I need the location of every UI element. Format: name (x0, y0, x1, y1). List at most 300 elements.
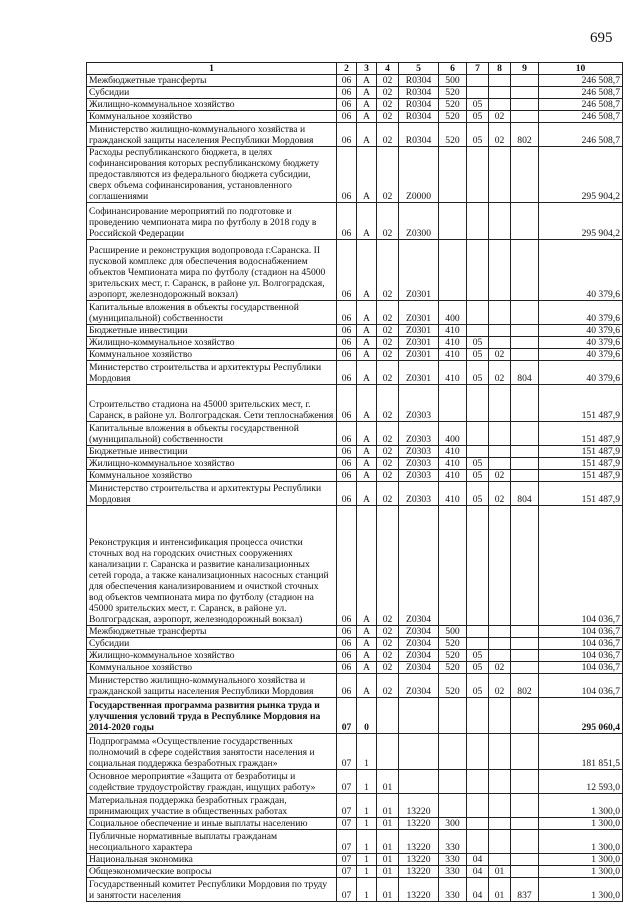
header-cell: 2 (337, 63, 357, 75)
code-cell: 02 (489, 470, 511, 482)
header-cell: 4 (377, 63, 399, 75)
code-cell: Z0301 (399, 349, 439, 361)
amount-cell: 151 487,9 (539, 482, 623, 506)
code-cell: 05 (467, 337, 489, 349)
code-cell: 05 (467, 470, 489, 482)
code-cell: 520 (439, 99, 467, 111)
code-cell: 410 (439, 325, 467, 337)
code-cell (467, 147, 489, 203)
header-cell: 8 (489, 63, 511, 75)
code-cell (467, 794, 489, 818)
code-cell: 02 (377, 506, 399, 626)
code-cell: 02 (489, 123, 511, 147)
row-name-cell: Материальная поддержка безработных граждан, принимающих участие в общественных работах (87, 794, 337, 818)
code-cell: 04 (467, 878, 489, 902)
code-cell: 06 (337, 361, 357, 385)
code-cell: 400 (439, 422, 467, 446)
code-cell: A (357, 482, 377, 506)
code-cell: Z0304 (399, 506, 439, 626)
code-cell: 07 (337, 854, 357, 866)
code-cell: 06 (337, 638, 357, 650)
table-row (87, 698, 623, 734)
code-cell: Z0304 (399, 650, 439, 662)
code-cell: 01 (377, 770, 399, 794)
amount-cell: 151 487,9 (539, 458, 623, 470)
table-row (87, 866, 623, 878)
code-cell: 13220 (399, 854, 439, 866)
page-number: 695 (590, 30, 613, 46)
code-cell (399, 698, 439, 734)
code-cell: 13220 (399, 818, 439, 830)
code-cell: 330 (439, 878, 467, 902)
code-cell: 02 (377, 240, 399, 301)
code-cell: 520 (439, 662, 467, 674)
code-cell: 520 (439, 674, 467, 698)
code-cell (511, 337, 539, 349)
code-cell: 300 (439, 818, 467, 830)
code-cell: A (357, 422, 377, 446)
code-cell: 01 (377, 794, 399, 818)
code-cell: 410 (439, 458, 467, 470)
amount-cell: 181 851,5 (539, 734, 623, 770)
code-cell: Z0303 (399, 385, 439, 422)
code-cell: 02 (377, 325, 399, 337)
table-row (87, 240, 623, 301)
table-row (87, 674, 623, 698)
code-cell (467, 770, 489, 794)
code-cell: R0304 (399, 111, 439, 123)
code-cell: 01 (377, 818, 399, 830)
amount-cell: 40 379,6 (539, 349, 623, 361)
code-cell: 07 (337, 794, 357, 818)
code-cell: 06 (337, 470, 357, 482)
code-cell: A (357, 325, 377, 337)
code-cell (511, 818, 539, 830)
row-name-cell: Жилищно-коммунальное хозяйство (87, 458, 337, 470)
row-name-cell: Национальная экономика (87, 854, 337, 866)
code-cell: 07 (337, 698, 357, 734)
amount-cell: 246 508,7 (539, 99, 623, 111)
code-cell (467, 506, 489, 626)
code-cell (489, 75, 511, 87)
code-cell (511, 75, 539, 87)
amount-cell: 40 379,6 (539, 337, 623, 349)
code-cell: 400 (439, 301, 467, 325)
code-cell: 02 (377, 123, 399, 147)
code-cell: 05 (467, 458, 489, 470)
code-cell: A (357, 337, 377, 349)
code-cell: 02 (377, 75, 399, 87)
amount-cell: 1 300,0 (539, 878, 623, 902)
code-cell: 410 (439, 482, 467, 506)
code-cell (489, 818, 511, 830)
code-cell (439, 794, 467, 818)
code-cell (467, 75, 489, 87)
code-cell: Z0304 (399, 662, 439, 674)
code-cell: 06 (337, 674, 357, 698)
code-cell: 02 (489, 662, 511, 674)
code-cell: 500 (439, 75, 467, 87)
code-cell (467, 325, 489, 337)
table-row (87, 794, 623, 818)
table-row (87, 818, 623, 830)
table-row (87, 878, 623, 902)
code-cell: A (357, 87, 377, 99)
code-cell: A (357, 75, 377, 87)
code-cell: A (357, 111, 377, 123)
code-cell: 01 (489, 866, 511, 878)
code-cell: 06 (337, 506, 357, 626)
code-cell: 06 (337, 349, 357, 361)
code-cell: 02 (377, 482, 399, 506)
code-cell: 06 (337, 626, 357, 638)
code-cell: Z0303 (399, 482, 439, 506)
amount-cell: 151 487,9 (539, 446, 623, 458)
code-cell: 13220 (399, 878, 439, 902)
code-cell (467, 422, 489, 446)
code-cell (489, 147, 511, 203)
code-cell (467, 830, 489, 854)
code-cell: 02 (377, 203, 399, 240)
code-cell: 06 (337, 385, 357, 422)
code-cell: 410 (439, 470, 467, 482)
code-cell (467, 240, 489, 301)
amount-cell: 1 300,0 (539, 830, 623, 854)
code-cell: 06 (337, 337, 357, 349)
code-cell: 02 (377, 87, 399, 99)
header-cell: 1 (87, 63, 337, 75)
code-cell: 05 (467, 662, 489, 674)
row-name-cell: Софинансирование мероприятий по подготовке и проведению чемпионата мира по футболу в 2018 году в Российской Федерации (87, 203, 337, 240)
code-cell: 02 (377, 674, 399, 698)
row-name-cell: Бюджетные инвестиции (87, 325, 337, 337)
row-name-cell: Субсидии (87, 87, 337, 99)
table-row (87, 854, 623, 866)
header-cell: 7 (467, 63, 489, 75)
code-cell (511, 147, 539, 203)
table-row (87, 650, 623, 662)
row-name-cell: Капитальные вложения в объекты государственной (муниципальной) собственности (87, 422, 337, 446)
header-cell: 10 (539, 63, 623, 75)
code-cell (511, 734, 539, 770)
code-cell (489, 87, 511, 99)
amount-cell: 40 379,6 (539, 240, 623, 301)
table-row (87, 99, 623, 111)
code-cell: Z0304 (399, 638, 439, 650)
code-cell: 06 (337, 203, 357, 240)
code-cell: A (357, 203, 377, 240)
code-cell (511, 385, 539, 422)
amount-cell: 1 300,0 (539, 854, 623, 866)
code-cell (511, 794, 539, 818)
code-cell (467, 446, 489, 458)
amount-cell: 151 487,9 (539, 470, 623, 482)
code-cell: 520 (439, 638, 467, 650)
code-cell: 02 (377, 349, 399, 361)
table-row (87, 470, 623, 482)
code-cell: A (357, 147, 377, 203)
code-cell: 06 (337, 446, 357, 458)
code-cell: 1 (357, 830, 377, 854)
table-row (87, 325, 623, 337)
code-cell: 410 (439, 337, 467, 349)
table-row (87, 203, 623, 240)
code-cell: Z0303 (399, 446, 439, 458)
code-cell (467, 626, 489, 638)
code-cell: 06 (337, 482, 357, 506)
code-cell: 01 (377, 830, 399, 854)
amount-cell: 246 508,7 (539, 111, 623, 123)
code-cell (439, 147, 467, 203)
code-cell: 05 (467, 650, 489, 662)
code-cell (377, 698, 399, 734)
code-cell (489, 830, 511, 854)
row-name-cell: Жилищно-коммунальное хозяйство (87, 337, 337, 349)
code-cell (511, 446, 539, 458)
table-row (87, 75, 623, 87)
amount-cell: 40 379,6 (539, 361, 623, 385)
code-cell: Z0300 (399, 203, 439, 240)
amount-cell: 40 379,6 (539, 301, 623, 325)
amount-cell: 104 036,7 (539, 662, 623, 674)
code-cell: A (357, 99, 377, 111)
code-cell (439, 698, 467, 734)
code-cell (511, 830, 539, 854)
amount-cell: 295 060,4 (539, 698, 623, 734)
header-cell: 9 (511, 63, 539, 75)
code-cell: 1 (357, 854, 377, 866)
code-cell (489, 638, 511, 650)
code-cell (511, 854, 539, 866)
code-cell: Z0301 (399, 337, 439, 349)
code-cell (489, 458, 511, 470)
code-cell: 06 (337, 301, 357, 325)
code-cell: 520 (439, 111, 467, 123)
code-cell: A (357, 662, 377, 674)
amount-cell: 151 487,9 (539, 422, 623, 446)
code-cell: 06 (337, 87, 357, 99)
row-name-cell: Государственный комитет Республики Мордовия по труду и занятости населения (87, 878, 337, 902)
table-row (87, 422, 623, 446)
table-row (87, 662, 623, 674)
code-cell: 500 (439, 626, 467, 638)
code-cell: 1 (357, 878, 377, 902)
code-cell (511, 662, 539, 674)
code-cell: 1 (357, 770, 377, 794)
code-cell (511, 638, 539, 650)
code-cell (467, 698, 489, 734)
budget-table (86, 62, 623, 902)
table-row (87, 446, 623, 458)
code-cell: 01 (489, 878, 511, 902)
code-cell: Z0301 (399, 240, 439, 301)
code-cell: 02 (377, 470, 399, 482)
code-cell (467, 734, 489, 770)
code-cell: A (357, 349, 377, 361)
table-row (87, 770, 623, 794)
amount-cell: 104 036,7 (539, 674, 623, 698)
code-cell: 06 (337, 662, 357, 674)
code-cell (489, 854, 511, 866)
code-cell: 520 (439, 123, 467, 147)
row-name-cell: Жилищно-коммунальное хозяйство (87, 99, 337, 111)
row-name-cell: Государственная программа развития рынка труда и улучшения условий труда в Республике Мордовия на 2014-2020 годы (87, 698, 337, 734)
table-row (87, 337, 623, 349)
code-cell: 02 (377, 422, 399, 446)
code-cell (489, 698, 511, 734)
table-row (87, 111, 623, 123)
code-cell: 330 (439, 854, 467, 866)
code-cell: 02 (377, 458, 399, 470)
code-cell (489, 337, 511, 349)
code-cell: 06 (337, 123, 357, 147)
code-cell: Z0301 (399, 325, 439, 337)
code-cell: 01 (377, 854, 399, 866)
code-cell: Z0000 (399, 147, 439, 203)
code-cell: 410 (439, 349, 467, 361)
code-cell: 06 (337, 99, 357, 111)
table-row (87, 830, 623, 854)
code-cell (511, 349, 539, 361)
code-cell (511, 770, 539, 794)
code-cell: R0304 (399, 87, 439, 99)
code-cell (439, 203, 467, 240)
code-cell: 02 (489, 482, 511, 506)
code-cell (511, 301, 539, 325)
table-row (87, 626, 623, 638)
amount-cell: 295 904,2 (539, 203, 623, 240)
code-cell: A (357, 240, 377, 301)
code-cell (489, 734, 511, 770)
code-cell: 02 (377, 111, 399, 123)
code-cell (399, 734, 439, 770)
row-name-cell: Министерство строительства и архитектуры Республики Мордовия (87, 482, 337, 506)
table-row (87, 147, 623, 203)
code-cell (489, 240, 511, 301)
code-cell: 520 (439, 650, 467, 662)
code-cell: 02 (377, 638, 399, 650)
code-cell: 04 (467, 866, 489, 878)
code-cell: Z0301 (399, 361, 439, 385)
code-cell: 02 (489, 111, 511, 123)
code-cell: A (357, 638, 377, 650)
code-cell (439, 240, 467, 301)
code-cell: 05 (467, 482, 489, 506)
code-cell: 01 (377, 866, 399, 878)
code-cell: A (357, 650, 377, 662)
amount-cell: 104 036,7 (539, 650, 623, 662)
amount-cell: 1 300,0 (539, 866, 623, 878)
code-cell: 804 (511, 482, 539, 506)
code-cell: 13220 (399, 830, 439, 854)
row-name-cell: Коммунальное хозяйство (87, 349, 337, 361)
amount-cell: 104 036,7 (539, 626, 623, 638)
code-cell: A (357, 361, 377, 385)
row-name-cell: Межбюджетные трансферты (87, 626, 337, 638)
code-cell: A (357, 446, 377, 458)
code-cell: A (357, 385, 377, 422)
row-name-cell: Строительство стадиона на 45000 зрительских мест, г. Саранск, в районе ул. Волгоградская. Сети теплоснабжения (87, 385, 337, 422)
amount-cell: 1 300,0 (539, 818, 623, 830)
table-row (87, 361, 623, 385)
amount-cell: 246 508,7 (539, 87, 623, 99)
code-cell: 07 (337, 866, 357, 878)
code-cell: 02 (377, 650, 399, 662)
amount-cell: 40 379,6 (539, 325, 623, 337)
amount-cell: 246 508,7 (539, 75, 623, 87)
table-row (87, 458, 623, 470)
code-cell: 02 (377, 446, 399, 458)
code-cell: A (357, 674, 377, 698)
code-cell: 02 (377, 626, 399, 638)
code-cell (439, 770, 467, 794)
code-cell: A (357, 301, 377, 325)
table-row (87, 482, 623, 506)
code-cell (489, 506, 511, 626)
header-cell: 5 (399, 63, 439, 75)
code-cell (511, 325, 539, 337)
code-cell (467, 203, 489, 240)
code-cell (511, 650, 539, 662)
code-cell: 330 (439, 866, 467, 878)
code-cell (489, 99, 511, 111)
table-row (87, 87, 623, 99)
amount-cell: 104 036,7 (539, 638, 623, 650)
code-cell: 410 (439, 361, 467, 385)
table-row (87, 385, 623, 422)
code-cell (511, 458, 539, 470)
row-name-cell: Расширение и реконструкция водопровода г.Саранска. II пусковой комплекс для обеспечения водоснабжением объектов Чемпионата мира по футболу (стадион на 45000 зрительских мест, г. Саранск, в районе ул. Волгоградская, аэропорт, железнодорожный вокзал) (87, 240, 337, 301)
table-row (87, 349, 623, 361)
row-name-cell: Министерство жилищно-коммунального хозяйства и гражданской защиты населения Республики Мордовия (87, 123, 337, 147)
code-cell: 1 (357, 794, 377, 818)
row-name-cell: Коммунальное хозяйство (87, 662, 337, 674)
code-cell (511, 87, 539, 99)
row-name-cell: Подпрограмма «Осуществление государственных полномочий в сфере содействия занятости населения и социальная поддержка безработных граждан» (87, 734, 337, 770)
row-name-cell: Публичные нормативные выплаты гражданам несоциального характера (87, 830, 337, 854)
header-cell: 3 (357, 63, 377, 75)
code-cell: 06 (337, 458, 357, 470)
row-name-cell: Межбюджетные трансферты (87, 75, 337, 87)
code-cell (511, 698, 539, 734)
code-cell (467, 87, 489, 99)
code-cell (489, 301, 511, 325)
header-cell: 6 (439, 63, 467, 75)
code-cell (511, 626, 539, 638)
code-cell (439, 734, 467, 770)
code-cell: 13220 (399, 794, 439, 818)
code-cell: 02 (377, 337, 399, 349)
code-cell (511, 240, 539, 301)
code-cell: 06 (337, 325, 357, 337)
table-row (87, 734, 623, 770)
code-cell: 06 (337, 650, 357, 662)
code-cell: A (357, 458, 377, 470)
row-name-cell: Бюджетные инвестиции (87, 446, 337, 458)
row-name-cell: Расходы республиканского бюджета, в целях софинансирования которых республиканскому бюджету предоставляются из федерального бюджета субсидии, сверх объема софинансирования, установленного соглашениями (87, 147, 337, 203)
amount-cell: 1 300,0 (539, 794, 623, 818)
code-cell: 802 (511, 674, 539, 698)
code-cell: 02 (489, 674, 511, 698)
amount-cell: 104 036,7 (539, 506, 623, 626)
code-cell: A (357, 470, 377, 482)
code-cell (511, 203, 539, 240)
code-cell: 05 (467, 361, 489, 385)
code-cell (489, 422, 511, 446)
row-name-cell: Министерство строительства и архитектуры Республики Мордовия (87, 361, 337, 385)
code-cell: 05 (467, 123, 489, 147)
code-cell (489, 794, 511, 818)
